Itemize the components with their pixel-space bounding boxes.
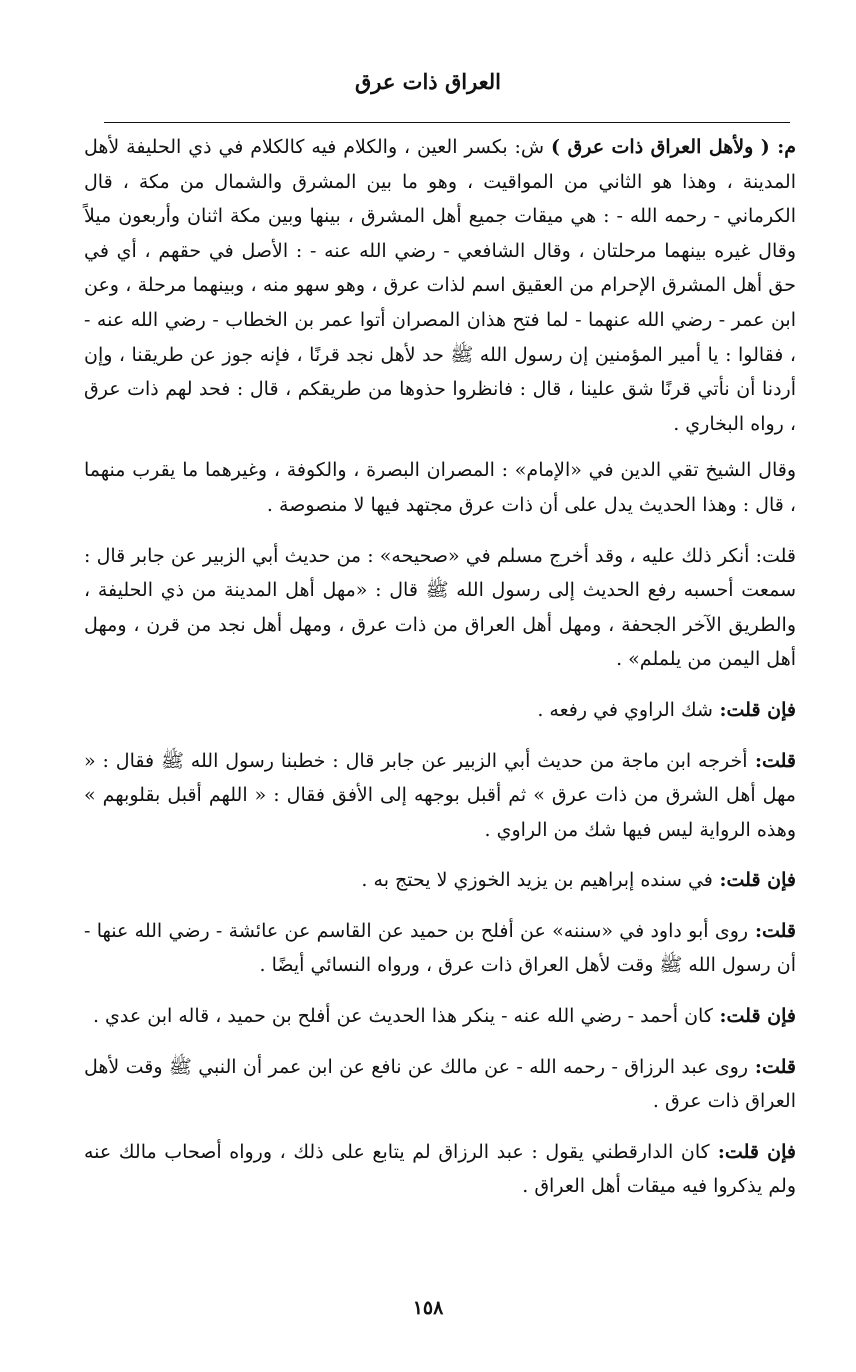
paragraph xyxy=(84,130,796,441)
paragraph xyxy=(84,693,796,728)
paragraph xyxy=(84,453,796,522)
page-number: ١٥٨ xyxy=(412,1297,444,1319)
paragraph-text: كان الدارقطني يقول : عبد الرزاق لم يتابع على ذلك ، ورواه أصحاب مالك عنه ولم يذكروا فيه ميقات أهل العراق . xyxy=(84,1140,796,1198)
paragraph-text: أخرجه ابن ماجة من حديث أبي الزبير عن جابر قال : خطبنا رسول الله ﷺ فقال : « مهل أهل الشرق من ذات عرق » ثم أقبل بوجهه إلى الأفق فقال : « اللهم أقبل بقلوبهم » وهذه الرواية ليس فيها شك من الراوي . xyxy=(84,749,796,841)
paragraph-label: فإن قلت: xyxy=(712,869,796,892)
paragraph-label: فإن قلت: xyxy=(709,1140,796,1163)
paragraph-text: شك الراوي في رفعه . xyxy=(537,698,713,721)
paragraph xyxy=(84,863,796,898)
paragraph-text: في سنده إبراهيم بن يزيد الخوزي لا يحتج به . xyxy=(361,869,713,892)
header-rule xyxy=(104,122,790,123)
paragraph-text: وقال الشيخ تقي الدين في «الإمام» : المصران البصرة ، والكوفة ، وغيرهما ما يقرب منهما ، قال : وهذا الحديث يدل على أن ذات عرق مجتهد فيها لا منصوصة . xyxy=(84,459,796,516)
paragraph xyxy=(84,1135,796,1204)
paragraph xyxy=(84,914,796,983)
paragraph-label: قلت: xyxy=(748,919,796,942)
paragraph-text: روى أبو داود في «سننه» عن أفلح بن حميد عن القاسم عن عائشة - رضي الله عنها - أن رسول الله ﷺ وقت لأهل العراق ذات عرق ، ورواه النسائي أيضًا . xyxy=(84,919,796,977)
running-title: العراق ذات عرق xyxy=(354,69,502,94)
paragraph-text: روى عبد الرزاق - رحمه الله - عن مالك عن نافع عن ابن عمر أن النبي ﷺ وقت لأهل العراق ذات عرق . xyxy=(84,1055,796,1113)
paragraph-label: فإن قلت: xyxy=(712,698,796,721)
paragraph-label: قلت: xyxy=(748,1055,796,1078)
paragraph-label: م: xyxy=(769,136,796,158)
paragraph-text: قلت: أنكر ذلك عليه ، وقد أخرج مسلم في «صحيحه» : من حديث أبي الزبير عن جابر قال : سمعت أحسبه رفع الحديث إلى رسول الله ﷺ قال : «مهل أهل المدينة من ذي الحليفة ، والطريق الآخر الجحفة ، ومهل أهل العراق من ذات عرق ، ومهل أهل نجد من قرن ، ومهل أهل اليمن من يلملم» . xyxy=(84,544,796,671)
paragraph-text: كان أحمد - رضي الله عنه - ينكر هذا الحديث عن أفلح بن حميد ، قاله ابن عدي . xyxy=(92,1005,713,1028)
paragraph xyxy=(84,1050,796,1119)
paragraph-text: ش: بكسر العين ، والكلام فيه كالكلام في ذي الحليفة لأهل المدينة ، وهذا هو الثاني من المواقيت ، وهو ما بين المشرق والشمال من مكة ، قال الكرماني - رحمه الله - : هي ميقات جميع أهل المشرق ، بينها وبين مكة اثنان وأربعون ميلاً وقال غيره بينهما مرحلتان ، وقال الشافعي - رضي الله عنه - : الأصل في حقهم ، أي في حق أهل المشرق الإحرام من العقيق اسم لذات عرق ، وهو سهو منه ، وبينهما مرحلة ، وعن ابن عمر - رضي الله عنهما - لما فتح هذان المصران أتوا عمر بن الخطاب - رضي الله عنه - ، فقالوا : يا أمير المؤمنين إن رسول الله ﷺ حد لأهل نجد قرنًا ، فإنه جوز عن طريقنا ، وإن أردنا أن نأتي قرنًا شق علينا ، قال : فانظروا حذوها من طريقكم ، قال : فحد لهم ذات عرق ، رواه البخاري . xyxy=(84,136,796,435)
paragraph xyxy=(84,999,796,1034)
paragraph xyxy=(84,539,796,677)
paragraph-label: قلت: xyxy=(747,749,796,772)
paragraph-label: فإن قلت: xyxy=(712,1005,796,1028)
paragraph xyxy=(84,744,796,848)
body-text xyxy=(84,130,796,1220)
paragraph-lead: ( ولأهل العراق ذات عرق ) xyxy=(551,136,770,158)
